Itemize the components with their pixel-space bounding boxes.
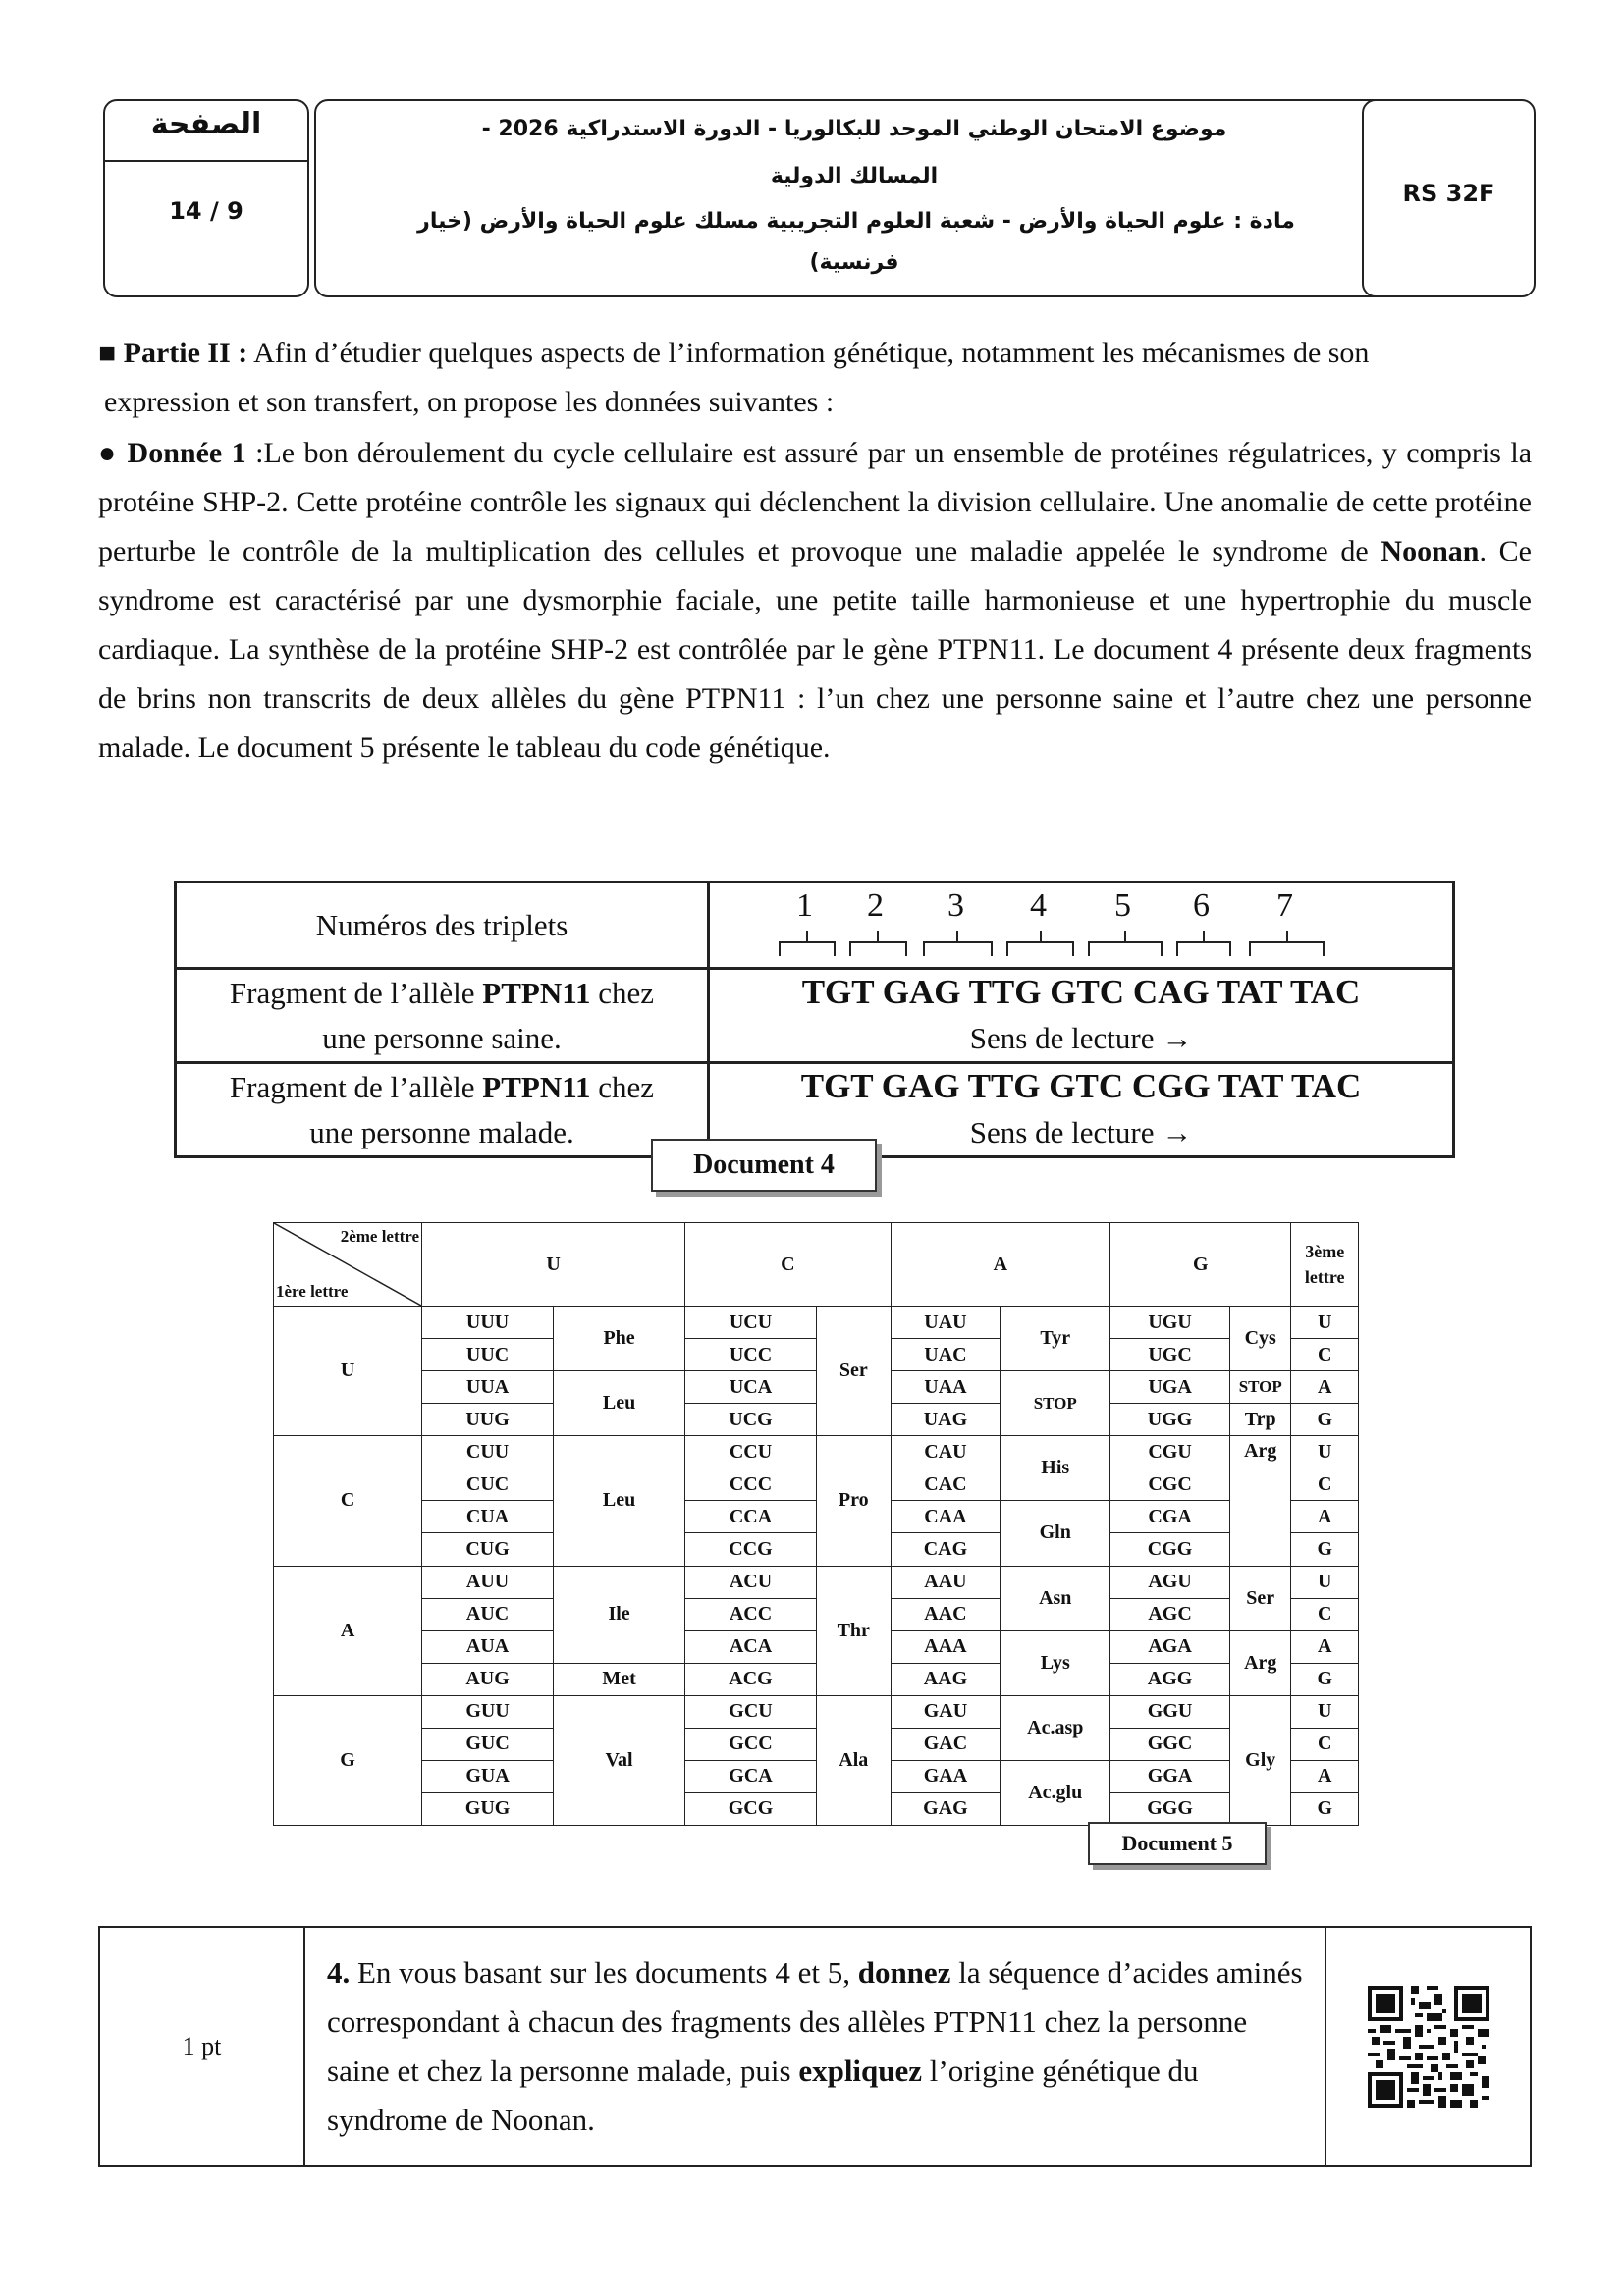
header-divider <box>105 160 307 162</box>
exam-code-box <box>1362 99 1536 297</box>
codon-cell: CUC <box>422 1468 554 1501</box>
triplet-number-4: 4 <box>1030 887 1047 924</box>
codon-cell: ACU <box>685 1566 817 1598</box>
healthy-label-a: Fragment de l’allèle <box>229 975 483 1010</box>
first-letter-label: 1ère lettre <box>276 1282 349 1302</box>
codon-cell: UCG <box>685 1404 817 1436</box>
codon-cell: CGU <box>1110 1436 1230 1468</box>
codon-cell: AUU <box>422 1566 554 1598</box>
third-letter-cell: G <box>1291 1404 1359 1436</box>
sick-label-line2: une personne malade. <box>309 1114 574 1149</box>
third-letter-cell: U <box>1291 1307 1359 1339</box>
sick-reading-direction: Sens de lecture → <box>969 1115 1193 1149</box>
healthy-sequence: TGT GAG TTG GTC CAG TAT TAC <box>801 973 1361 1011</box>
page-number: 14 / 9 <box>169 197 243 225</box>
amino-acid-cell: Cys <box>1230 1307 1291 1371</box>
codon-cell: CGC <box>1110 1468 1230 1501</box>
codon-cell: CGG <box>1110 1533 1230 1566</box>
codon-cell: GCG <box>685 1792 817 1825</box>
part-text: Afin d’étudier quelques aspects de l’information génétique, notamment les mécanismes de son <box>247 337 1370 369</box>
amino-acid-cell: Gly <box>1230 1695 1291 1825</box>
question-points: 1 pt <box>99 1927 304 2166</box>
genetic-code-table <box>273 1222 1359 1826</box>
part-label: Partie II : <box>123 337 248 369</box>
codon-cell: GAA <box>891 1760 1001 1792</box>
donnee-label: Donnée 1 <box>127 437 246 469</box>
codon-cell: CUU <box>422 1436 554 1468</box>
codon-cell: AGU <box>1110 1566 1230 1598</box>
codon-cell: AUA <box>422 1630 554 1663</box>
healthy-allele-sequence-cell <box>709 969 1454 1063</box>
healthy-reading-direction: Sens de lecture → <box>969 1021 1193 1055</box>
codon-cell: AAG <box>891 1663 1001 1695</box>
amino-acid-cell: STOP <box>1230 1371 1291 1404</box>
triplet-brackets <box>710 885 1452 966</box>
triplet-number-3: 3 <box>947 887 964 924</box>
codon-cell: UCC <box>685 1339 817 1371</box>
codon-cell: AUG <box>422 1663 554 1695</box>
amino-acid-cell: Ala <box>817 1695 892 1825</box>
exam-title-line2: المسالك الدولية <box>770 164 939 188</box>
codon-cell: UAA <box>891 1371 1001 1404</box>
amino-acid-cell: Lys <box>1001 1630 1110 1695</box>
first-letter-a: A <box>274 1566 422 1695</box>
donnee-text-a: :Le bon déroulement du cycle cellulaire est assuré par un ensemble de protéines régulatrices, y compris la protéine SHP-2. Cette protéine contrôle les signaux qui déclenchent la division cellulaire. Une anomalie de cette protéine perturbe le contrôle de la multiplication des cellules et provoque une maladie appelée le syndrome de <box>98 437 1533 567</box>
triplet-number-6: 6 <box>1193 887 1210 924</box>
exam-title-box <box>314 99 1394 297</box>
codon-cell: GCC <box>685 1728 817 1760</box>
codon-cell: GAU <box>891 1695 1001 1728</box>
codon-cell: UUU <box>422 1307 554 1339</box>
amino-acid-cell: Val <box>554 1695 685 1825</box>
triplet-numbers-header: Numéros des triplets <box>176 882 709 969</box>
exam-subject-line2: فرنسية) <box>809 250 899 275</box>
triplet-number-1: 1 <box>796 887 813 924</box>
third-letter-cell: G <box>1291 1792 1359 1825</box>
first-letter-g: G <box>274 1695 422 1825</box>
codon-cell: ACC <box>685 1598 817 1630</box>
codon-cell: GGG <box>1110 1792 1230 1825</box>
third-letter-cell: G <box>1291 1533 1359 1566</box>
amino-acid-cell: Met <box>554 1663 685 1695</box>
document-4-table <box>174 881 1455 1158</box>
codon-cell: AUC <box>422 1598 554 1630</box>
second-letter-c: C <box>685 1223 892 1307</box>
healthy-label-b: chez <box>590 975 655 1010</box>
third-letter-line2: lettre <box>1304 1267 1345 1288</box>
second-letter-a: A <box>891 1223 1110 1307</box>
codon-cell: GCU <box>685 1695 817 1728</box>
amino-acid-cell: Tyr <box>1001 1307 1110 1371</box>
codon-cell: AAC <box>891 1598 1001 1630</box>
codon-cell: ACA <box>685 1630 817 1663</box>
subject-prefix: مادة : <box>1225 209 1295 234</box>
codon-cell: CCC <box>685 1468 817 1501</box>
third-letter-cell: A <box>1291 1501 1359 1533</box>
amino-acid-cell: Ser <box>817 1307 892 1436</box>
codon-cell: UGC <box>1110 1339 1230 1371</box>
question-text-cell <box>304 1927 1325 2166</box>
exam-subject-line1 <box>336 209 1377 234</box>
codon-cell: AGG <box>1110 1663 1230 1695</box>
question-verb-2: expliquez <box>798 2054 923 2088</box>
question-text-b: la séquence d’acides aminés correspondant à chacun des fragments des allèles PTPN11 chez la personne saine et chez la personne malade, puis <box>327 1955 1303 2088</box>
amino-acid-cell: STOP <box>1001 1371 1110 1436</box>
first-letter-c: C <box>274 1436 422 1566</box>
healthy-label-gene: PTPN11 <box>482 975 591 1010</box>
qr-code-cell <box>1325 1927 1531 2166</box>
codon-cell: UGA <box>1110 1371 1230 1404</box>
amino-acid-cell: Asn <box>1001 1566 1110 1630</box>
codon-cell: UUC <box>422 1339 554 1371</box>
third-letter-cell: A <box>1291 1371 1359 1404</box>
exam-code: RS 32F <box>1402 180 1495 207</box>
codon-cell: GGU <box>1110 1695 1230 1728</box>
codon-cell: CAU <box>891 1436 1001 1468</box>
donnee-bullet: ● <box>98 437 119 469</box>
third-letter-cell: C <box>1291 1468 1359 1501</box>
amino-acid-cell: Arg <box>1230 1436 1291 1566</box>
first-letter-u: U <box>274 1307 422 1436</box>
codon-cell: AAU <box>891 1566 1001 1598</box>
second-letter-u: U <box>422 1223 685 1307</box>
codon-cell: CAA <box>891 1501 1001 1533</box>
codon-cell: CCG <box>685 1533 817 1566</box>
codon-cell: CUG <box>422 1533 554 1566</box>
triplet-numbers-cell <box>709 882 1454 969</box>
codon-cell: AGA <box>1110 1630 1230 1663</box>
sick-label-b: chez <box>590 1069 655 1104</box>
third-letter-cell: C <box>1291 1598 1359 1630</box>
document-4-caption: Document 4 <box>651 1139 877 1192</box>
question-table <box>98 1926 1532 2167</box>
third-letter-header <box>1291 1223 1359 1307</box>
codon-cell: CGA <box>1110 1501 1230 1533</box>
question-text-c: l’origine génétique du syndrome de Noonan. <box>327 2054 1199 2137</box>
subject-text: علوم الحياة والأرض - شعبة العلوم التجريبية مسلك علوم الحياة والأرض (خيار <box>417 209 1226 234</box>
part-bullet: ■ <box>98 337 117 369</box>
codon-cell: UAG <box>891 1404 1001 1436</box>
codon-cell: GGC <box>1110 1728 1230 1760</box>
codon-cell: GUC <box>422 1728 554 1760</box>
codon-cell: CUA <box>422 1501 554 1533</box>
amino-acid-cell: Leu <box>554 1436 685 1566</box>
codon-cell: CCU <box>685 1436 817 1468</box>
sick-label-gene: PTPN11 <box>482 1069 591 1104</box>
amino-acid-cell: Leu <box>554 1371 685 1436</box>
codon-cell: UGG <box>1110 1404 1230 1436</box>
amino-acid-cell: Pro <box>817 1436 892 1566</box>
codon-cell: GUG <box>422 1792 554 1825</box>
second-letter-label: 2ème lettre <box>340 1227 420 1246</box>
triplet-number-7: 7 <box>1276 887 1293 924</box>
question-text-a: En vous basant sur les documents 4 et 5, <box>350 1955 858 1990</box>
sick-label-a: Fragment de l’allèle <box>229 1069 483 1104</box>
codon-cell: CCA <box>685 1501 817 1533</box>
sick-sequence: TGT GAG TTG GTC CGG TAT TAC <box>800 1067 1362 1105</box>
codon-cell: UGU <box>1110 1307 1230 1339</box>
amino-acid-cell: His <box>1001 1436 1110 1501</box>
amino-acid-cell: Thr <box>817 1566 892 1695</box>
donnee-1 <box>98 429 1532 773</box>
amino-acid-cell: Gln <box>1001 1501 1110 1566</box>
codon-cell: CAG <box>891 1533 1001 1566</box>
codon-cell: AAA <box>891 1630 1001 1663</box>
third-letter-line1: 3ème <box>1305 1242 1345 1262</box>
codon-cell: UAC <box>891 1339 1001 1371</box>
codon-cell: UAU <box>891 1307 1001 1339</box>
codon-cell: GAC <box>891 1728 1001 1760</box>
amino-acid-cell: Ser <box>1230 1566 1291 1630</box>
codon-cell: UCU <box>685 1307 817 1339</box>
qr-code-icon <box>1368 1986 1489 2108</box>
codon-cell: GAG <box>891 1792 1001 1825</box>
codon-cell: GGA <box>1110 1760 1230 1792</box>
third-letter-cell: A <box>1291 1760 1359 1792</box>
noonan-bold: Noonan <box>1380 535 1480 567</box>
amino-acid-cell: Ile <box>554 1566 685 1663</box>
codon-cell: GUA <box>422 1760 554 1792</box>
third-letter-cell: U <box>1291 1566 1359 1598</box>
third-letter-cell: G <box>1291 1663 1359 1695</box>
third-letter-cell: U <box>1291 1436 1359 1468</box>
codon-cell: GUU <box>422 1695 554 1728</box>
codon-cell: AGC <box>1110 1598 1230 1630</box>
letter-axis-corner <box>274 1223 422 1307</box>
amino-acid-cell: Phe <box>554 1307 685 1371</box>
question-number: 4. <box>327 1955 351 1990</box>
codon-cell: GCA <box>685 1760 817 1792</box>
triplet-number-5: 5 <box>1114 887 1131 924</box>
second-letter-g: G <box>1110 1223 1291 1307</box>
amino-acid-cell: Trp <box>1230 1404 1291 1436</box>
triplet-number-2: 2 <box>867 887 884 924</box>
amino-acid-cell: Ac.asp <box>1001 1695 1110 1760</box>
third-letter-cell: U <box>1291 1695 1359 1728</box>
document-5-caption: Document 5 <box>1088 1822 1267 1865</box>
page-number-box <box>103 99 309 297</box>
third-letter-cell: C <box>1291 1728 1359 1760</box>
amino-acid-cell: Arg <box>1230 1630 1291 1695</box>
codon-cell: UUG <box>422 1404 554 1436</box>
donnee-text-b: . Ce syndrome est caractérisé par une dysmorphie faciale, une petite taille harmonieuse et une hypertrophie du muscle cardiaque. La synthèse de la protéine SHP-2 est contrôlée par le gène PTPN11. Le document 4 présente deux fragments de brins non transcrits de deux allèles du gène PTPN11 : l’un chez une personne saine et l’autre chez une personne malade. Le document 5 présente le tableau du code génétique. <box>98 535 1532 764</box>
page-label: الصفحة <box>150 107 262 141</box>
question-verb-1: donnez <box>857 1955 951 1990</box>
part-text-2: expression et son transfert, on propose les données suivantes : <box>104 386 835 418</box>
part-intro <box>98 329 1532 427</box>
codon-cell: CAC <box>891 1468 1001 1501</box>
codon-cell: UUA <box>422 1371 554 1404</box>
healthy-label-line2: une personne saine. <box>322 1020 562 1055</box>
third-letter-cell: C <box>1291 1339 1359 1371</box>
sick-allele-label <box>176 1063 709 1157</box>
exam-title-line1: موضوع الامتحان الوطني الموحد للبكالوريا - الدورة الاستدراكية 2026 - <box>481 117 1227 141</box>
healthy-allele-label <box>176 969 709 1063</box>
amino-acid-cell: Ac.glu <box>1001 1760 1110 1825</box>
third-letter-cell: A <box>1291 1630 1359 1663</box>
codon-cell: UCA <box>685 1371 817 1404</box>
codon-cell: ACG <box>685 1663 817 1695</box>
